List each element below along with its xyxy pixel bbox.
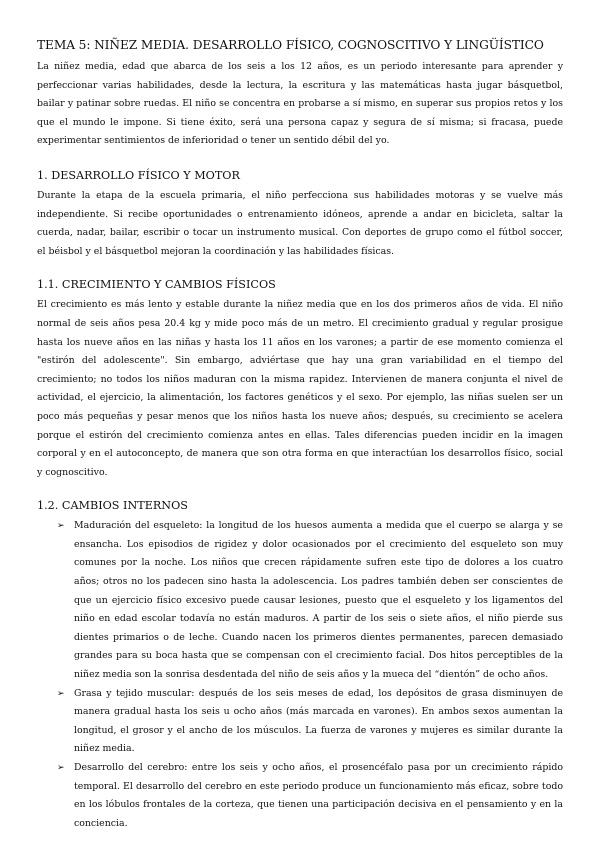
section-paragraph-crecimiento: El crecimiento es más lento y estable durante la niñez media que en los dos primeros años de vida. El niño normal de seis años pesa 20.4 kg y mide poco más de un metro. El crecimiento gradual y regular prosigue hasta los nueve años en las niñas y hasta los 11 años en los varones; a partir de ese momento comienza el "estirón del adolescente". Sin embargo, adviértase que hay una gran variabilidad en el tiempo del crecimiento; no todos los niños maduran con la misma rapidez. Intervienen de manera conjunta el nivel de actividad, el ejercicio, la alimentación, los factores genéticos y el sexo. Por ejemplo, las niñas suelen ser un poco más pequeñas y pesar menos que los niños hasta los nueve años; después, su crecimiento se acelera porque el estirón del crecimiento comienza antes en ellas. Tales diferencias pueden incidir en la imagen corporal y en el autoconcepto, de manera que son otra forma en que interactúan los desarrollos físico, social y cognoscitivo.	[37, 299, 563, 478]
document-title: TEMA 5: NIÑEZ MEDIA. DESARROLLO FÍSICO, COGNOSCITIVO Y LINGÜÍSTICO	[37, 38, 544, 52]
arrowhead-bullet-icon: ➢	[57, 521, 65, 532]
list-item	[37, 759, 563, 833]
list-item-text: Desarrollo del cerebro: entre los seis y ocho años, el prosencéfalo pasa por un crecimiento rápido temporal. El desarrollo del cerebro en este periodo produce un funcionamiento más eficaz, sobre todo en los lóbulos frontales de la corteza, que tienen una participación decisiva en el pensamiento y en la conciencia.	[74, 762, 563, 829]
section-heading-crecimiento: 1.1. CRECIMIENTO Y CAMBIOS FÍSICOS	[37, 278, 276, 292]
list-item	[37, 517, 563, 684]
document-body	[37, 36, 563, 833]
cambios-internos-list	[37, 517, 563, 833]
section-heading-desarrollo-fisico: 1. DESARROLLO FÍSICO Y MOTOR	[37, 168, 240, 182]
section-paragraph-desarrollo-fisico: Durante la etapa de la escuela primaria, el niño perfecciona sus habilidades motoras y se vuelve más independiente. Si recibe oportunidades o entrenamiento idóneos, aprende a andar en bicicleta, saltar la cuerda, nadar, bailar, escribir o tocar un instrumento musical. Con deportes de grupo como el fútbol soccer, el béisbol y el básquetbol mejoran la coordinación y las habilidades físicas.	[37, 189, 563, 257]
section-heading-cambios-internos: 1.2. CAMBIOS INTERNOS	[37, 499, 188, 513]
list-item	[37, 685, 563, 759]
arrowhead-bullet-icon: ➢	[57, 688, 65, 699]
list-item-text: Maduración del esqueleto: la longitud de los huesos aumenta a medida que el cuerpo se alarga y se ensancha. Los episodios de rigidez y dolor ocasionados por el crecimiento del esqueleto son muy comunes por la noche. Los niños que crecen rápidamente sufren este tipo de dolores a los cuatro años; otros no los padecen sino hasta la adolescencia. Los padres también deben ser conscientes de que un ejercicio físico excesivo puede causar lesiones, puesto que el esqueleto y los ligamentos del niño en edad escolar todavía no están maduros. A partir de los seis o siete años, el niño pierde sus dientes primarios o de leche. Cuando nacen los primeros dientes permanentes, parecen demasiado grandes para su boca hasta que se compensan con el crecimiento facial. Dos hitos perceptibles de la niñez media son la sonrisa desdentada del niño de seis años y la mueca del “dientón” de ocho años.	[74, 520, 563, 681]
intro-paragraph: La niñez media, edad que abarca de los seis a los 12 años, es un periodo interesante para aprender y perfeccionar varias habilidades, desde la lectura, la escritura y las matemáticas hasta jugar básquetbol, bailar y patinar sobre ruedas. El niño se concentra en probarse a sí mismo, en superar sus propios retos y los que el mundo le impone. Si tiene éxito, será una persona capaz y segura de sí misma; si fracasa, puede experimentar sentimientos de inferioridad o tener un sentido débil del yo.	[37, 61, 563, 147]
arrowhead-bullet-icon: ➢	[57, 763, 65, 773]
list-item-text: Grasa y tejido muscular: después de los seis meses de edad, los depósitos de grasa disminuyen de manera gradual hasta los seis u ocho años (más marcada en varones). En ambos sexos aumentan la longitud, el grosor y el ancho de los músculos. La fuerza de varones y mujeres es similar durante la niñez media.	[74, 687, 563, 755]
